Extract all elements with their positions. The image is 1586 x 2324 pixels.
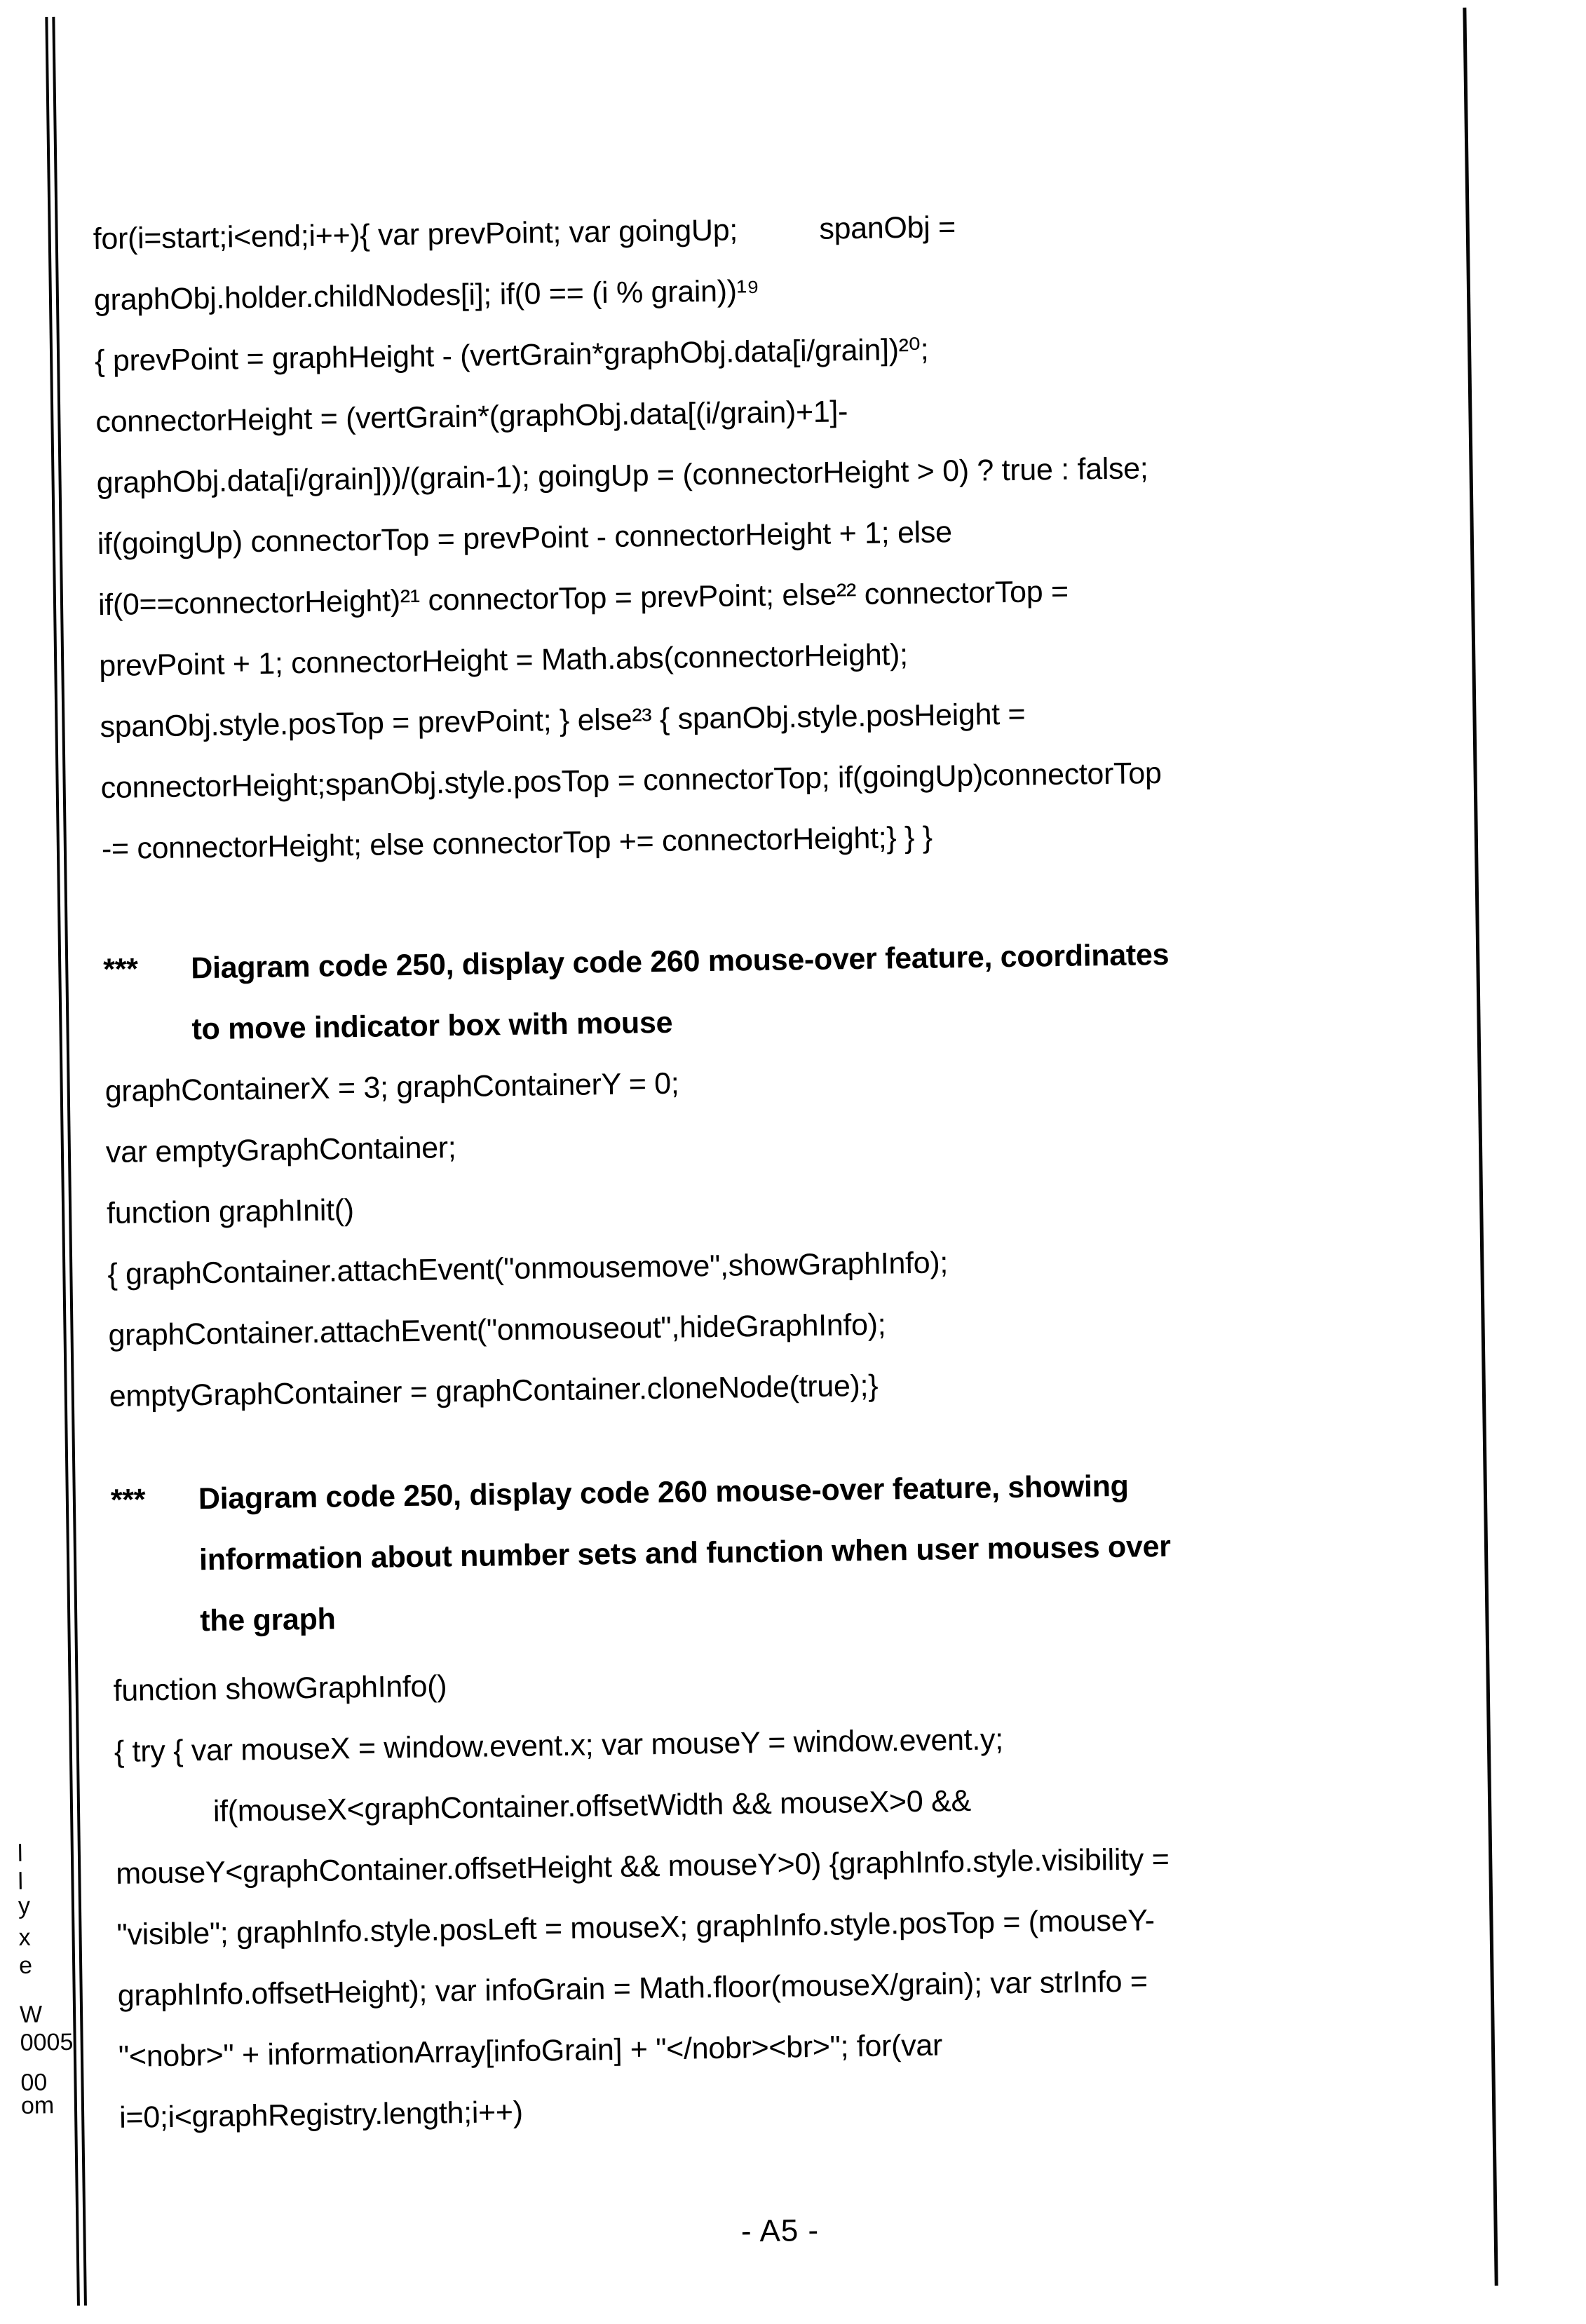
margin-text-fragment: W bbox=[19, 2001, 43, 2028]
code-line: graphContainerX = 3; graphContainerY = 0; bbox=[104, 1066, 679, 1109]
code-block-3 bbox=[113, 1643, 1403, 2148]
heading-line: Diagram code 250, display code 260 mouse-over feature, showing bbox=[198, 1469, 1129, 1516]
code-line: "<nobr>" + informationArray[infoGrain] + "</nobr><br>"; for(var bbox=[118, 2028, 943, 2074]
margin-text-fragment: 00 bbox=[20, 2069, 48, 2096]
code-line: var emptyGraphContainer; bbox=[105, 1131, 456, 1170]
section-heading-1 bbox=[103, 922, 1388, 1062]
code-line: connectorHeight = (vertGrain*(graphObj.data[(i/grain)+1]- bbox=[95, 395, 848, 440]
code-line: graphInfo.offsetHeight); var infoGrain = Math.floor(mouseX/grain); var strInfo = bbox=[117, 1964, 1148, 2013]
code-line: graphObj.holder.childNodes[i]; if(0 == (i % grain))¹⁹ bbox=[93, 273, 760, 318]
margin-text-fragment: 0005 bbox=[20, 2028, 74, 2056]
code-line: function showGraphInfo() bbox=[113, 1669, 447, 1708]
margin-text-fragment: l bbox=[18, 1868, 24, 1895]
page-number-footer: - A5 - bbox=[740, 2213, 820, 2249]
section-heading-2 bbox=[110, 1452, 1395, 1653]
code-line: graphObj.data[i/grain]))/(grain-1); goingUp = (connectorHeight > 0) ? true : false; bbox=[96, 451, 1148, 501]
margin-text-fragment: e bbox=[18, 1952, 33, 1979]
code-line: if(goingUp) connectorTop = prevPoint - connectorHeight + 1; else bbox=[97, 515, 953, 562]
asterisks-marker: *** bbox=[102, 952, 138, 987]
code-line: if(0==connectorHeight)²¹ connectorTop = prevPoint; else²² connectorTop = bbox=[97, 574, 1069, 623]
code-line: mouseY<graphContainer.offsetHeight && mouseY>0) {graphInfo.style.visibility = bbox=[116, 1842, 1170, 1891]
code-line: connectorHeight;spanObj.style.posTop = connectorTop; if(goingUp)connectorTop bbox=[100, 756, 1162, 806]
code-block-2 bbox=[104, 1044, 1392, 1427]
code-line: spanObj.style.posTop = prevPoint; } else²³ { spanObj.style.posHeight = bbox=[100, 697, 1026, 745]
margin-text-fragment: x bbox=[18, 1924, 31, 1951]
margin-text-fragment: l bbox=[17, 1840, 23, 1867]
margin-text-fragment: om bbox=[20, 2092, 55, 2119]
heading-line: information about number sets and function when user mouses over bbox=[198, 1529, 1171, 1577]
code-line: -= connectorHeight; else connectorTop += connectorHeight;} } } bbox=[101, 820, 933, 867]
code-line: { try { var mouseX = window.event.x; var mouseY = window.event.y; bbox=[114, 1722, 1004, 1769]
code-line: "visible"; graphInfo.style.posLeft = mouseX; graphInfo.style.posTop = (mouseY- bbox=[116, 1903, 1155, 1952]
margin-text-fragment: y bbox=[18, 1892, 31, 1919]
code-line: graphContainer.attachEvent("onmouseout",hideGraphInfo); bbox=[108, 1307, 886, 1353]
code-line: { prevPoint = graphHeight - (vertGrain*graphObj.data[i/grain])²⁰; bbox=[94, 332, 929, 379]
code-block-1 bbox=[93, 191, 1385, 880]
right-border-line bbox=[1463, 8, 1498, 2286]
code-line: prevPoint + 1; connectorHeight = Math.abs(connectorHeight); bbox=[98, 638, 909, 684]
code-line: function graphInit() bbox=[106, 1193, 355, 1231]
asterisks-marker: *** bbox=[110, 1483, 146, 1518]
code-line: for(i=start;i<end;i++){ var prevPoint; var goingUp; spanObj = bbox=[93, 210, 956, 257]
heading-line: to move indicator box with mouse bbox=[191, 1005, 673, 1047]
heading-line: Diagram code 250, display code 260 mouse-over feature, coordinates bbox=[190, 937, 1170, 986]
code-line: i=0;i<graphRegistry.length;i++) bbox=[118, 2095, 524, 2135]
code-line: { graphContainer.attachEvent("onmousemove",showGraphInfo); bbox=[107, 1246, 949, 1292]
left-border-line-outer bbox=[45, 17, 80, 2306]
left-border-line-inner bbox=[52, 17, 87, 2306]
code-line: emptyGraphContainer = graphContainer.cloneNode(true);} bbox=[109, 1368, 879, 1414]
code-line: if(mouseX<graphContainer.offsetWidth && mouseX>0 && bbox=[114, 1783, 972, 1830]
heading-line: the graph bbox=[199, 1602, 336, 1638]
